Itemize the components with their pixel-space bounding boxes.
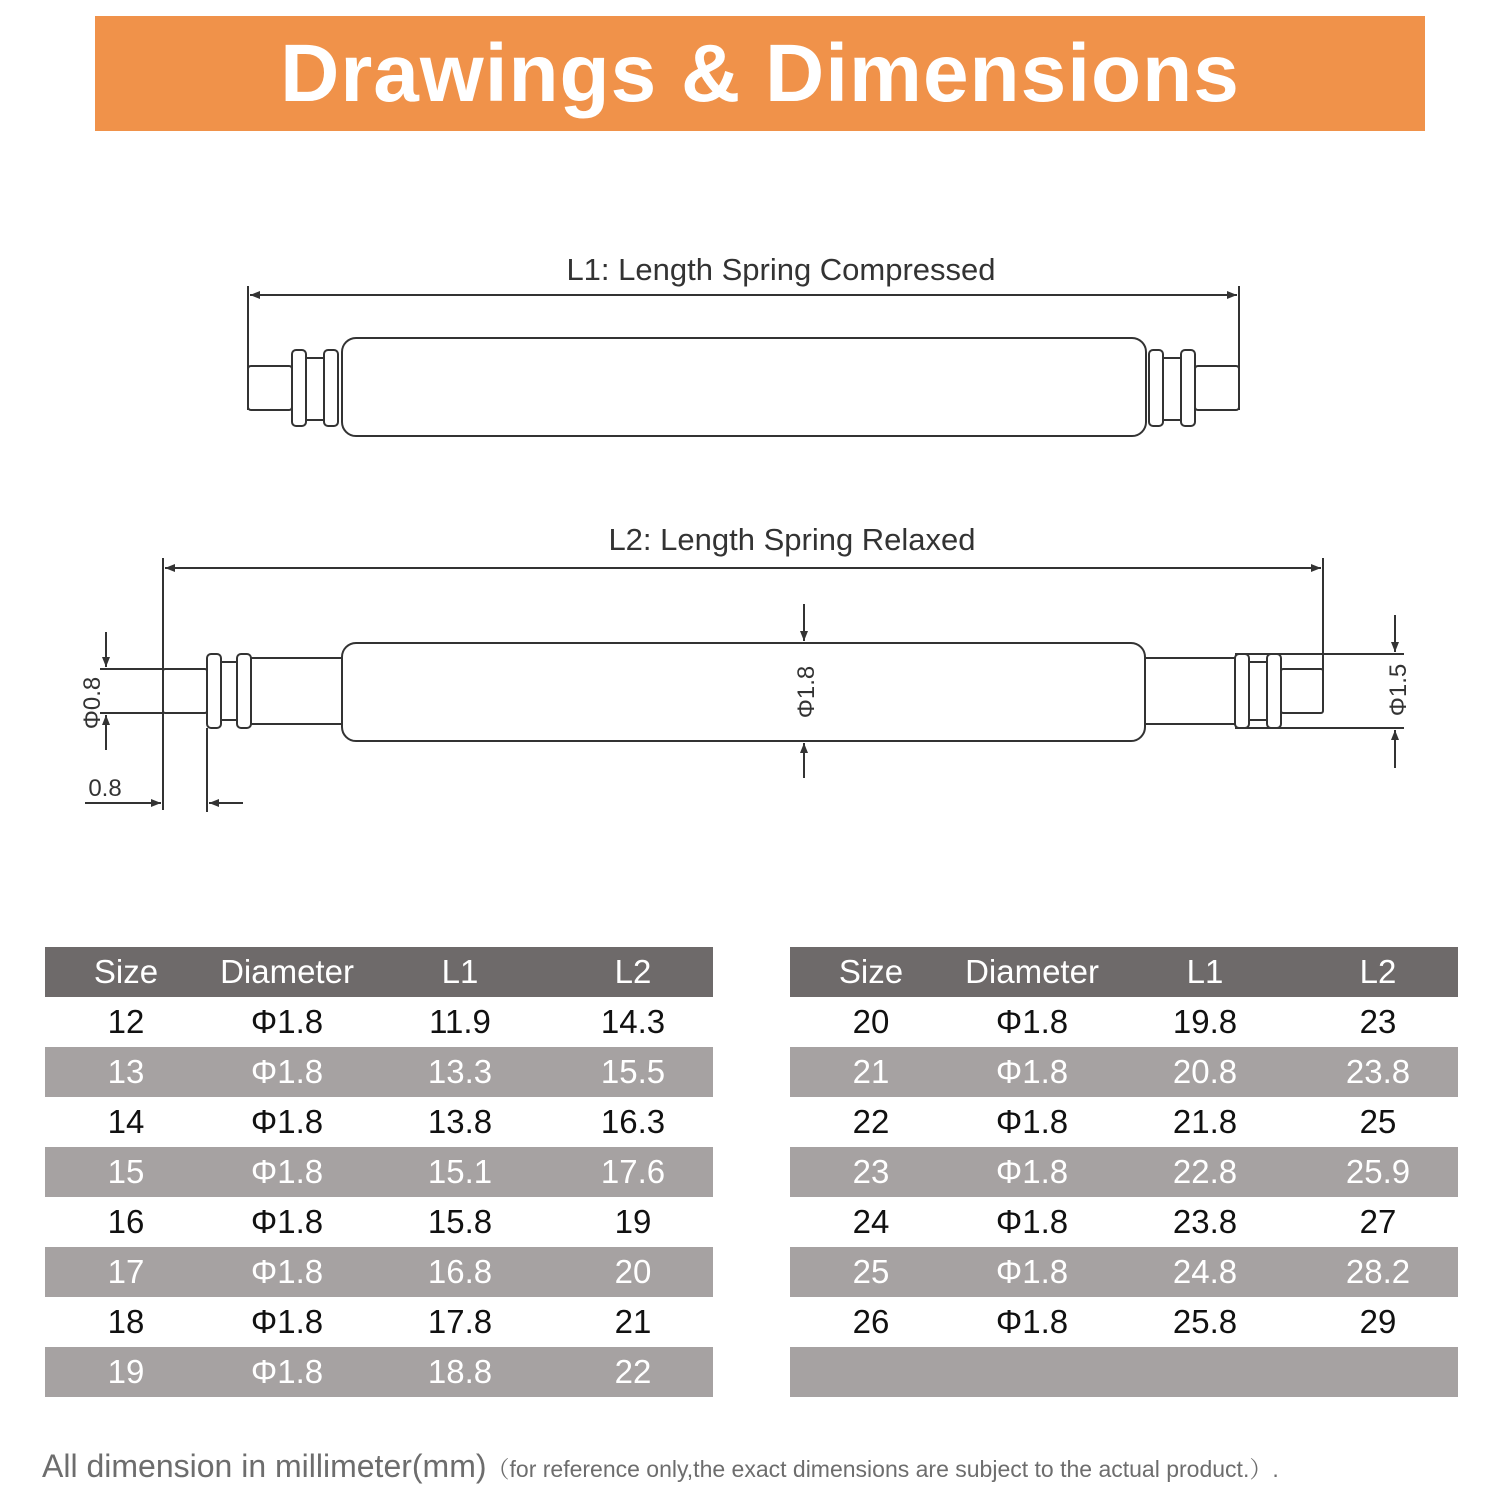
cell-l2: 20 [614,1253,652,1290]
cell-size: 15 [107,1153,145,1190]
l1-label: L1: Length Spring Compressed [566,252,996,287]
table-row [790,1147,1458,1197]
cell-size: 17 [107,1253,145,1290]
table-row [790,1097,1458,1147]
table-row [45,1197,713,1247]
cell-l2: 25 [1359,1103,1397,1140]
cell-size: 20 [852,1003,890,1040]
cell-l2: 15.5 [600,1053,666,1090]
cell-diameter: Φ1.8 [995,1003,1069,1040]
cell-l1: 13.3 [427,1053,493,1090]
cell-l1: 13.8 [427,1103,493,1140]
cell-l1: 23.8 [1172,1203,1238,1240]
cell-diameter: Φ1.8 [250,1153,324,1190]
cell-l2: 16.3 [600,1103,666,1140]
cell-size: 13 [107,1053,145,1090]
cell-l1: 17.8 [427,1303,493,1340]
cell-diameter: Φ1.8 [250,1303,324,1340]
cell-l1: 16.8 [427,1253,493,1290]
table-header-row [45,947,713,997]
body-diameter-label: Φ1.8 [793,665,820,719]
header-diameter: Diameter [220,953,354,990]
cell-l1: 24.8 [1172,1253,1238,1290]
table-row [790,997,1458,1047]
table-row [45,997,713,1047]
cell-diameter: Φ1.8 [250,1053,324,1090]
table-row [45,1247,713,1297]
cell-size: 26 [852,1303,890,1340]
table-row [45,1097,713,1147]
compressed-spring-bar [248,286,1239,436]
header-l1: L1 [1186,953,1224,990]
header-l2: L2 [1359,953,1397,990]
cell-l2: 25.9 [1345,1153,1411,1190]
cell-diameter: Φ1.8 [250,1353,324,1390]
cell-l1: 20.8 [1172,1053,1238,1090]
cell-size: 19 [107,1353,145,1390]
collar-diameter-label: Φ1.5 [1385,663,1412,717]
cell-l2 [1298,1347,1458,1397]
cell-l1: 15.8 [427,1203,493,1240]
cell-diameter: Φ1.8 [995,1253,1069,1290]
cell-size: 14 [107,1103,145,1140]
page-title: Drawings & Dimensions [280,27,1240,119]
table-row [790,1297,1458,1347]
cell-l1: 11.9 [429,1003,491,1040]
cell-l2: 19 [614,1203,652,1240]
cell-size: 25 [852,1253,890,1290]
header-size: Size [838,953,904,990]
header-diameter: Diameter [965,953,1099,990]
cell-l1: 19.8 [1172,1003,1238,1040]
cell-l1: 15.1 [427,1153,493,1190]
cell-l2: 23 [1359,1003,1397,1040]
cell-diameter: Φ1.8 [995,1053,1069,1090]
cell-l1: 18.8 [427,1353,493,1390]
cell-diameter: Φ1.8 [995,1203,1069,1240]
cell-l2: 27 [1359,1203,1397,1240]
cell-diameter: Φ1.8 [995,1103,1069,1140]
cell-l2: 17.6 [600,1153,666,1190]
table-row [790,1197,1458,1247]
cell-diameter: Φ1.8 [995,1153,1069,1190]
size-table-left [45,947,713,1397]
header-l1: L1 [441,953,479,990]
cell-diameter: Φ1.8 [250,1103,324,1140]
table-row [790,1247,1458,1297]
cell-diameter [952,1347,1112,1397]
cell-diameter: Φ1.8 [995,1303,1069,1340]
size-table-right [790,947,1458,1397]
cell-l2: 22 [614,1353,652,1390]
cell-size: 12 [107,1003,145,1040]
cell-l1: 21.8 [1172,1103,1238,1140]
table-header-row [790,947,1458,997]
footnote [42,1448,1472,1485]
cell-diameter: Φ1.8 [250,1253,324,1290]
header-l2: L2 [614,953,652,990]
cell-diameter: Φ1.8 [250,1203,324,1240]
cell-diameter: Φ1.8 [250,1003,324,1040]
cell-l1: 25.8 [1172,1303,1238,1340]
cell-size: 22 [852,1103,890,1140]
cell-l2: 14.3 [600,1003,666,1040]
table-row [45,1297,713,1347]
cell-size: 21 [852,1053,890,1090]
cell-size: 18 [107,1303,145,1340]
table-row [790,1047,1458,1097]
table-row [45,1147,713,1197]
cell-size: 23 [852,1153,890,1190]
table-row [45,1347,713,1397]
cell-l2: 28.2 [1345,1253,1411,1290]
cell-size: 24 [852,1203,890,1240]
table-row [790,1347,1458,1397]
cell-l2: 23.8 [1345,1053,1411,1090]
cell-size: 16 [107,1203,145,1240]
cell-l1 [1112,1347,1298,1397]
header-size: Size [93,953,159,990]
footnote-sub: （for reference only,the exact dimensions are subject to the actual product.）. [486,1456,1279,1482]
relaxed-spring-bar [85,558,1404,812]
cell-size [790,1347,952,1397]
table-row [45,1047,713,1097]
cell-l1: 22.8 [1172,1153,1238,1190]
tip-length-label: 0.8 [88,775,122,802]
l2-label: L2: Length Spring Relaxed [608,522,976,557]
cell-l2: 29 [1359,1303,1397,1340]
cell-l2: 21 [614,1303,652,1340]
tip-diameter-label: Φ0.8 [79,676,106,730]
footnote-main: All dimension in millimeter(mm) [42,1448,487,1484]
